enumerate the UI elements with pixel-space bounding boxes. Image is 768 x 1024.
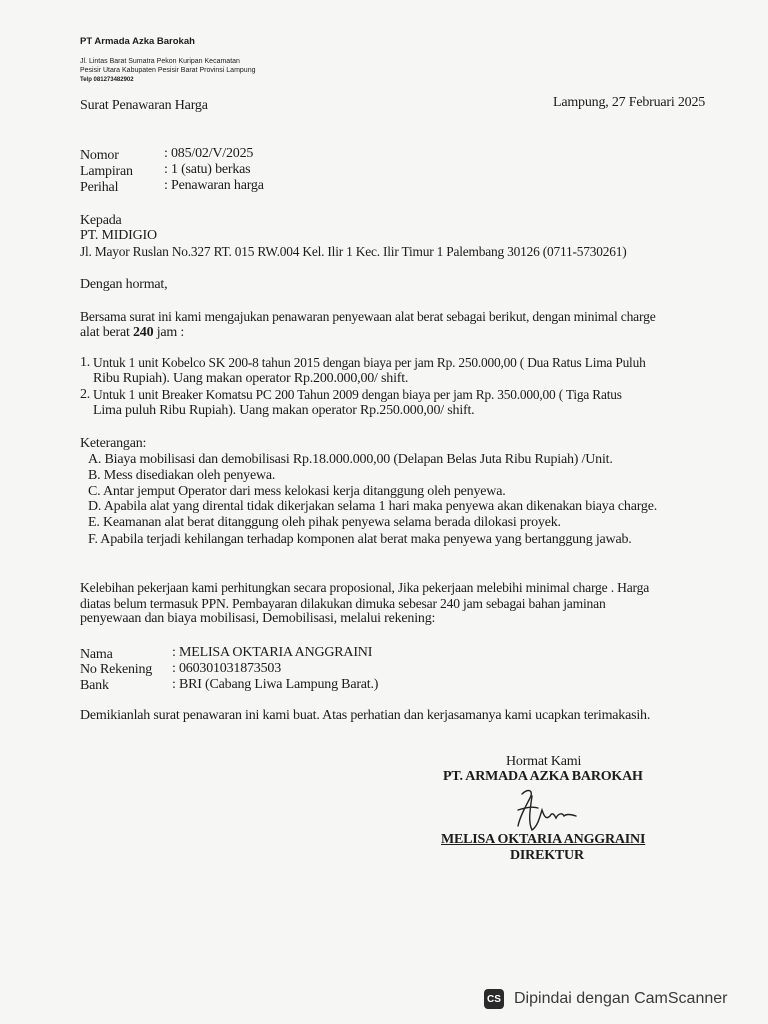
signature-name: MELISA OKTARIA ANGGRAINI [441,832,646,847]
bank-value-bank: : BRI (Cabang Liwa Lampung Barat.) [172,677,379,692]
recipient-address: Jl. Mayor Ruslan No.327 RT. 015 RW.004 Kel. Ilir 1 Kec. Ilir Timur 1 Palembang 30126 (0711-5730261) [80,244,627,259]
bank-value-name: : MELISA OKTARIA ANGGRAINI [172,645,373,660]
item-2-line1: Untuk 1 unit Breaker Komatsu PC 200 Tahun 2009 dengan biaya per jam Rp. 350.000,00 ( Tiga Ratus [93,387,622,402]
camscanner-badge [484,986,744,1012]
note-c: C. Antar jemput Operator dari mess kelokasi kerja ditanggung oleh penyewa. [88,484,506,499]
meta-label-lampiran: Lampiran [80,164,133,179]
letter-title: Surat Penawaran Harga [80,98,208,113]
greeting: Dengan hormat, [80,277,168,292]
payment-line1: Kelebihan pekerjaan kami perhitungkan secara proposional, Jika pekerjaan melebihi minimal charge . Harga [80,580,650,595]
intro-line2-suffix: jam : [153,325,185,340]
intro-line2-prefix: alat berat [80,325,133,340]
item-1-number: 1. [80,355,91,370]
meta-value-perihal: : Penawaran harga [164,178,264,193]
recipient-to: Kepada [80,213,122,228]
signature-regards: Hormat Kami [506,754,582,769]
meta-value-nomor: : 085/02/V/2025 [164,146,254,161]
note-e: E. Keamanan alat berat ditanggung oleh pihak penyewa selama berada dilokasi proyek. [88,515,561,530]
item-2-line2: Lima puluh Ribu Rupiah). Uang makan operator Rp.250.000,00/ shift. [93,403,475,418]
payment-line3: penyewaan dan biaya mobilisasi, Demobilisasi, melalui rekening: [80,611,436,626]
letterhead-phone: Telp 081273482902 [80,77,134,83]
signature-position: DIREKTUR [510,848,584,863]
item-1-line2: Ribu Rupiah). Uang makan operator Rp.200.000,00/ shift. [93,371,409,386]
signature-company: PT. ARMADA AZKA BAROKAH [443,769,643,784]
recipient-name: PT. MIDIGIO [80,228,157,243]
meta-label-nomor: Nomor [80,148,119,163]
notes-heading: Keterangan: [80,436,147,451]
note-f: F. Apabila terjadi kehilangan terhadap komponen alat berat maka penyewa yang bertanggung jawab. [88,532,632,547]
camscanner-icon: CS [484,989,504,1009]
bank-label-bank: Bank [80,678,109,693]
bank-label-name: Nama [80,647,113,662]
intro-min-hours: 240 [133,325,154,340]
intro-line1: Bersama surat ini kami mengajukan penawaran penyewaan alat berat sebagai berikut, dengan minimal charge [80,309,656,324]
letterhead-company: PT Armada Azka Barokah [80,36,195,47]
bank-value-account: : 060301031873503 [172,661,281,676]
meta-value-lampiran: : 1 (satu) berkas [164,162,251,177]
payment-line2: diatas belum termasuk PPN. Pembayaran dilakukan dimuka sebesar 240 jam sebagai bahan jaminan [80,596,606,611]
closing-sentence: Demikianlah surat penawaran ini kami buat. Atas perhatian dan kerjasamanya kami ucapkan terimakasih. [80,708,651,723]
note-b: B. Mess disediakan oleh penyewa. [88,468,276,483]
item-2-number: 2. [80,387,91,402]
place-date: Lampung, 27 Februari 2025 [553,95,706,110]
meta-label-perihal: Perihal [80,180,119,195]
intro-line2 [80,325,184,341]
camscanner-label: Dipindai dengan CamScanner [514,990,728,1007]
letterhead-address-line2: Pesisir Utara Kabupaten Pesisir Barat Provinsi Lampung [80,67,256,74]
letterhead-address-line1: Jl. Lintas Barat Sumatra Pekon Kuripan Kecamatan [80,58,240,65]
handwritten-signature-icon [510,786,580,836]
note-d: D. Apabila alat yang dirental tidak dikerjakan selama 1 hari maka penyewa akan dikenakan biaya charge. [88,499,658,514]
note-a: A. Biaya mobilisasi dan demobilisasi Rp.18.000.000,00 (Delapan Belas Juta Ribu Rupiah) /Unit. [88,452,613,467]
bank-label-account: No Rekening [80,662,153,677]
item-1-line1: Untuk 1 unit Kobelco SK 200-8 tahun 2015 dengan biaya per jam Rp. 250.000,00 ( Dua Ratus Lima Puluh [93,355,646,370]
